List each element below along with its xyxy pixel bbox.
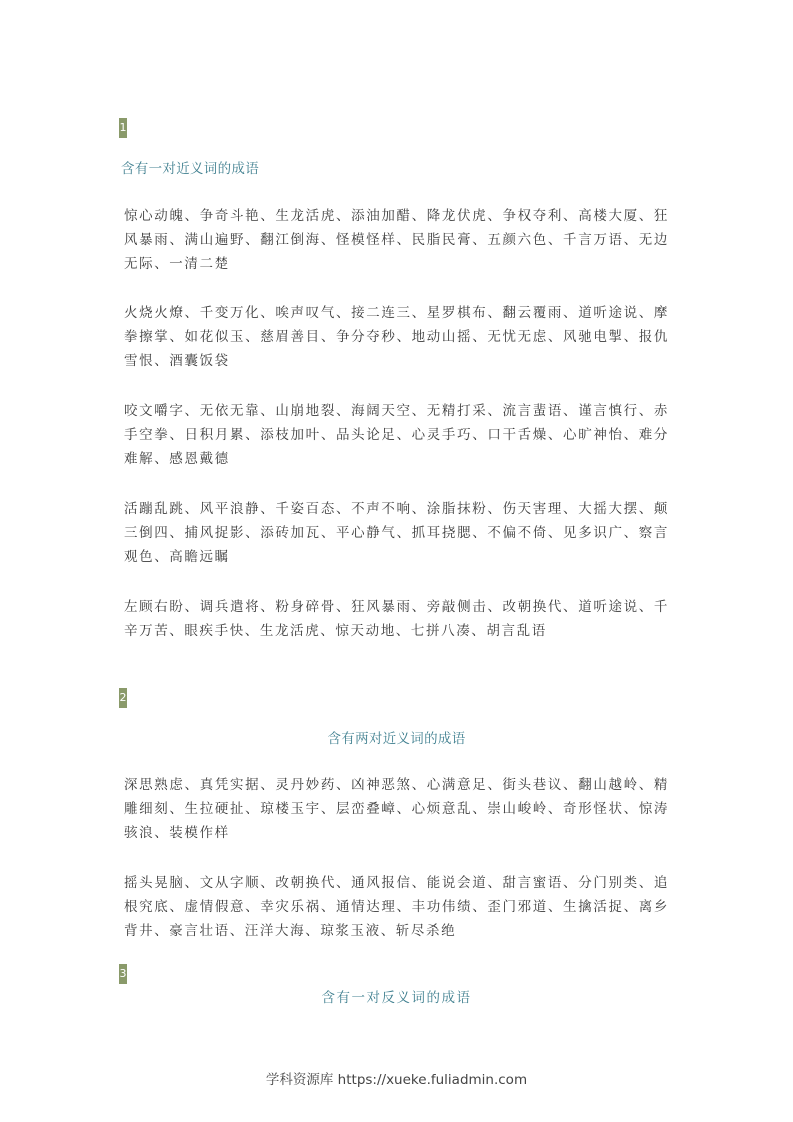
section-title: 含有一对近义词的成语 — [121, 161, 259, 177]
idiom-paragraph: 摇头晃脑、文从字顺、改朝换代、通风报信、能说会道、甜言蜜语、分门别类、追根究底、虚情假意、幸灾乐祸、通情达理、丰功伟绩、歪门邪道、生擒活捉、离乡背井、豪言壮语、汪洋大海、琼浆玉液、斩尽杀绝 — [124, 875, 669, 939]
section-number-badge: 3 — [119, 964, 127, 984]
page-footer: 学科资源库 https://xueke.fuliadmin.com — [265, 1072, 528, 1088]
idiom-paragraph: 左顾右盼、调兵遣将、粉身碎骨、狂风暴雨、旁敲侧击、改朝换代、道听途说、千辛万苦、眼疾手快、生龙活虎、惊天动地、七拼八凑、胡言乱语 — [124, 599, 669, 639]
section-number-badge: 1 — [119, 118, 127, 138]
section-title: 含有一对反义词的成语 — [321, 990, 472, 1006]
idiom-paragraph: 活蹦乱跳、风平浪静、千姿百态、不声不响、涂脂抹粉、伤天害理、大摇大摆、颠三倒四、捕风捉影、添砖加瓦、平心静气、抓耳挠腮、不偏不倚、见多识广、察言观色、高瞻远瞩 — [124, 501, 669, 565]
section-title: 含有两对近义词的成语 — [327, 731, 466, 747]
idiom-paragraph: 惊心动魄、争奇斗艳、生龙活虎、添油加醋、降龙伏虎、争权夺利、高楼大厦、狂风暴雨、满山遍野、翻江倒海、怪模怪样、民脂民膏、五颜六色、千言万语、无边无际、一清二楚 — [124, 208, 669, 272]
section-number-badge: 2 — [119, 688, 127, 708]
idiom-paragraph: 火烧火燎、千变万化、唉声叹气、接二连三、星罗棋布、翻云覆雨、道听途说、摩拳擦掌、如花似玉、慈眉善目、争分夺秒、地动山摇、无忧无虑、风驰电掣、报仇雪恨、酒囊饭袋 — [124, 305, 669, 369]
idiom-paragraph: 咬文嚼字、无依无靠、山崩地裂、海阔天空、无精打采、流言蜚语、谨言慎行、赤手空拳、日积月累、添枝加叶、品头论足、心灵手巧、口干舌燥、心旷神怡、难分难解、感恩戴德 — [124, 403, 669, 467]
idiom-paragraph: 深思熟虑、真凭实据、灵丹妙药、凶神恶煞、心满意足、街头巷议、翻山越岭、精雕细刻、生拉硬扯、琼楼玉宇、层峦叠嶂、心烦意乱、崇山峻岭、奇形怪状、惊涛骇浪、装模作样 — [124, 777, 669, 841]
